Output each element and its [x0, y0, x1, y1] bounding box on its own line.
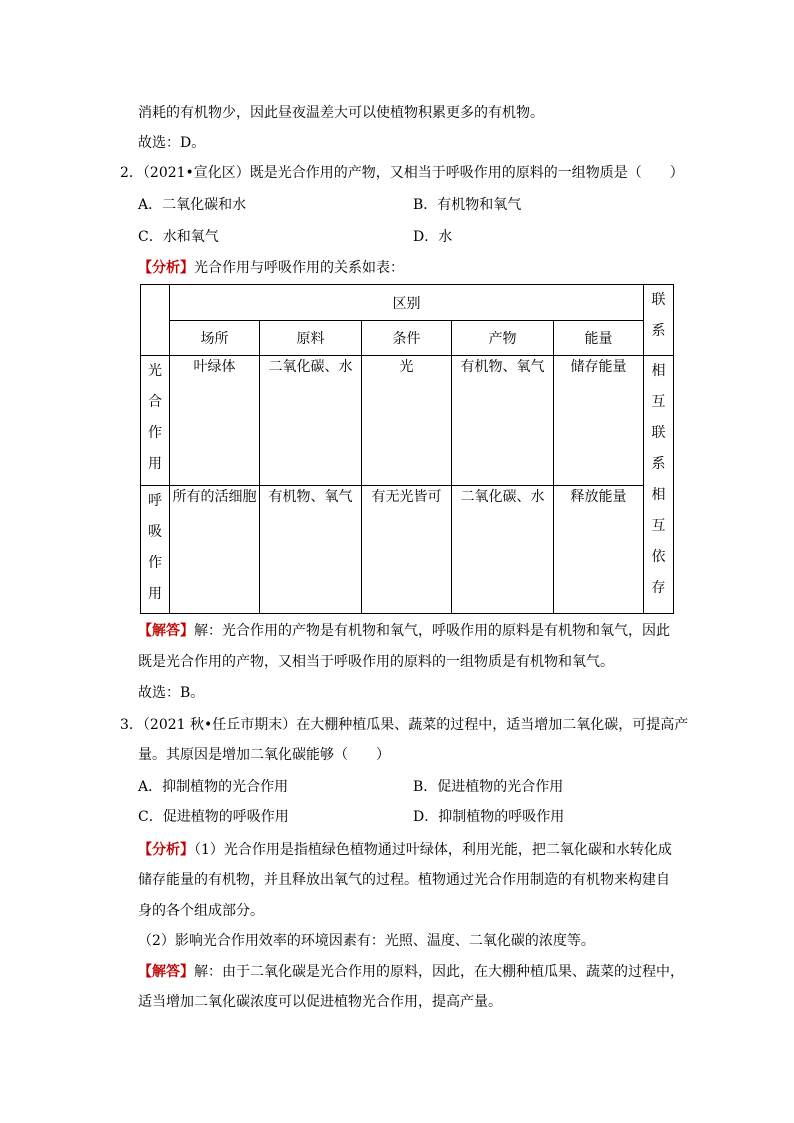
- row-name-char: 用: [148, 456, 162, 472]
- q3-analysis-line3: 身的各个组成部分。: [138, 903, 264, 919]
- row-name-char: 呼: [148, 493, 162, 509]
- q2-answer-line1: [138, 622, 670, 640]
- question-2-number: 2．: [120, 165, 143, 181]
- table-cell: 所有的活细胞: [170, 486, 260, 614]
- q2-option-c: C．水和氧气: [138, 229, 219, 245]
- row-name-photosynthesis: [141, 356, 170, 486]
- analysis-tag: 【分析】: [138, 842, 194, 858]
- question-3-stem: [120, 716, 688, 734]
- q3-option-d: D．抑制植物的呼吸作用: [413, 809, 565, 825]
- header-lianxi: [644, 285, 674, 356]
- table-cell: 有机物、氧气: [260, 486, 362, 614]
- row-name-char: 光: [148, 363, 162, 379]
- table-cell: 释放能量: [554, 486, 644, 614]
- relation-char: 相: [651, 363, 666, 379]
- q2-answer-line2: 既是光合作用的产物，又相当于呼吸作用的原料的一组物质是有机物和氧气。: [138, 654, 614, 670]
- answer-tag: 【解答】: [138, 623, 194, 639]
- table-corner: [141, 285, 170, 356]
- col-header-changsuo: 场所: [170, 321, 260, 356]
- question-3-stem-line2: 量。其原因是增加二氧化碳能够（ ）: [138, 747, 390, 763]
- table-cell: 二氧化碳、水: [452, 486, 554, 614]
- prev-text-line: 消耗的有机物少，因此昼夜温差大可以使植物积累更多的有机物。: [138, 105, 544, 121]
- row-name-char: 合: [148, 394, 162, 410]
- col-header-chanwu: 产物: [452, 321, 554, 356]
- header-lianxi-char: 系: [651, 323, 666, 339]
- answer-text: 解：由于二氧化碳是光合作用的原料，因此，在大棚种植瓜果、蔬菜的过程中，: [194, 964, 684, 980]
- row-name-char: 作: [148, 425, 162, 441]
- q3-option-a: A．抑制植物的光合作用: [138, 779, 289, 795]
- relation-char: 依: [651, 549, 666, 565]
- q2-option-a: A．二氧化碳和水: [138, 197, 247, 213]
- header-qubie: 区别: [170, 285, 644, 321]
- col-header-yuanliao: 原料: [260, 321, 362, 356]
- question-3-text: （2021 秋•任丘市期末）在大棚种植瓜果、蔬菜的过程中，适当增加二氧化碳，可提高产: [142, 717, 689, 733]
- q2-option-b: B．有机物和氧气: [413, 197, 522, 213]
- table-cell: 储存能量: [554, 356, 644, 486]
- q3-analysis-line2: 储存能量的有机物，并且释放出氧气的过程。植物通过光合作用制造的有机物来构建自: [138, 872, 670, 888]
- table-cell: 二氧化碳、水: [260, 356, 362, 486]
- row-name-char: 吸: [148, 524, 162, 540]
- relation-char: 互: [651, 394, 666, 410]
- relation-char: 存: [651, 580, 666, 596]
- relation-char: 系: [651, 456, 666, 472]
- question-3-number: 3．: [120, 717, 143, 733]
- q3-analysis-line1: [138, 841, 672, 859]
- relation-column: [644, 356, 674, 614]
- col-header-nengliang: 能量: [554, 321, 644, 356]
- q2-option-d: D．水: [413, 229, 453, 245]
- analysis-text: （1）光合作用是指植绿色植物通过叶绿体，利用光能，把二氧化碳和水转化成: [194, 842, 672, 858]
- prev-answer: 故选：D。: [138, 135, 206, 151]
- table-cell: 有机物、氧气: [452, 356, 554, 486]
- relation-char: 联: [651, 425, 666, 441]
- relation-table: [140, 284, 674, 614]
- row-name-char: 作: [148, 555, 162, 571]
- answer-text: 解：光合作用的产物是有机物和氧气，呼吸作用的原料是有机物和氧气，因此: [194, 623, 670, 639]
- row-name-respiration: [141, 486, 170, 614]
- q3-option-c: C．促进植物的呼吸作用: [138, 809, 289, 825]
- q3-answer-line1: [138, 963, 684, 981]
- relation-char: 互: [651, 518, 666, 534]
- question-2-text: （2021•宣化区）既是光合作用的产物，又相当于呼吸作用的原料的一组物质是（ ）: [142, 165, 684, 181]
- q3-analysis-line4: （2）影响光合作用效率的环境因素有：光照、温度、二氧化碳的浓度等。: [138, 933, 595, 949]
- q2-analysis: [138, 259, 404, 277]
- table-cell: 光: [362, 356, 452, 486]
- row-name-char: 用: [148, 586, 162, 602]
- answer-tag: 【解答】: [138, 964, 194, 980]
- analysis-text: 光合作用与呼吸作用的关系如表：: [194, 260, 404, 276]
- relation-char: 相: [651, 487, 666, 503]
- col-header-tiaojian: 条件: [362, 321, 452, 356]
- q3-answer-line2: 适当增加二氧化碳浓度可以促进植物光合作用，提高产量。: [138, 994, 502, 1010]
- table-cell: 有无光皆可: [362, 486, 452, 614]
- question-2-stem: [120, 164, 684, 182]
- q2-choice: 故选：B。: [138, 685, 205, 701]
- table-cell: 叶绿体: [170, 356, 260, 486]
- header-lianxi-char: 联: [651, 292, 666, 308]
- q3-option-b: B．促进植物的光合作用: [413, 779, 564, 795]
- analysis-tag: 【分析】: [138, 260, 194, 276]
